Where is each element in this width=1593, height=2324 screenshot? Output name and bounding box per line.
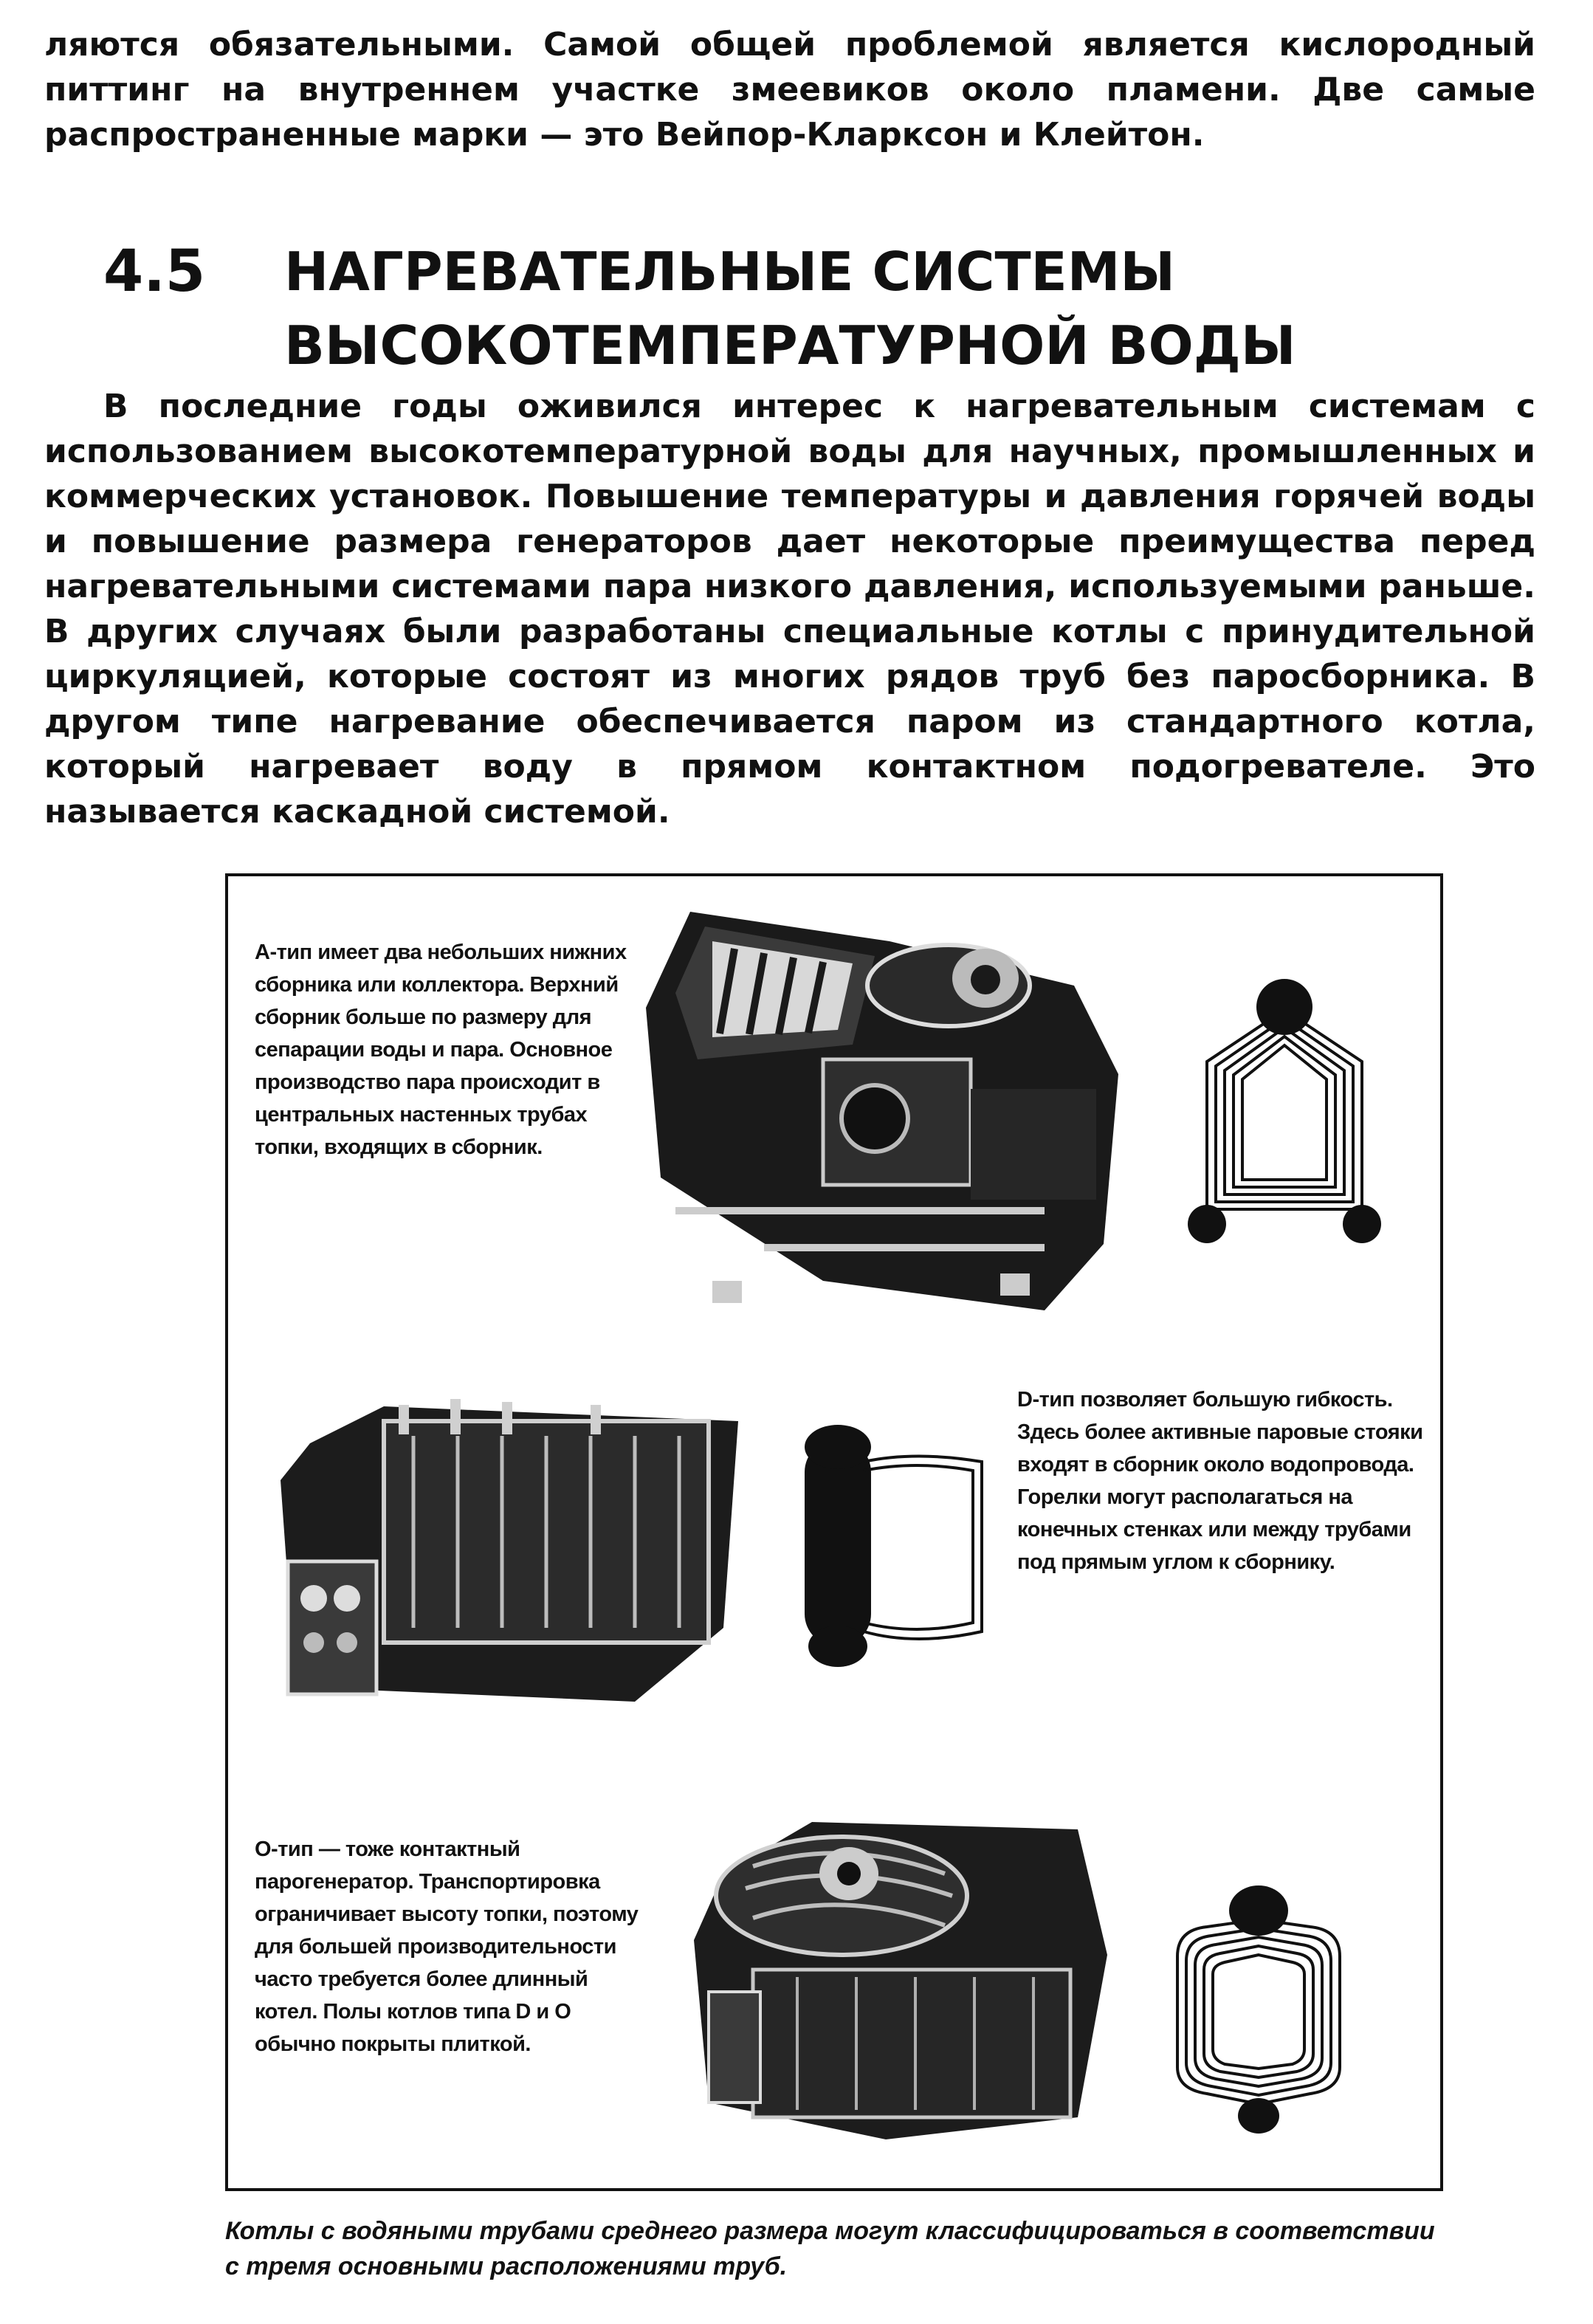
body-paragraph: В последние годы оживился интерес к нагревательным системам с использованием высокотемпературной воды для научных, промышленных и коммерческих установок. Повышение температуры и давления горячей воды и повышение размера генераторов дает некоторые преимущества перед нагревательными системами пара низкого давления, используемыми раньше. В других случаях были разработаны специальные котлы с принудительной циркуляцией, которые состоят из многих рядов труб без паросборника. В другом типе нагревание обеспечивается паром из стандартного котла, который нагревает воду в прямом контактном подогревателе. Это называется каскадной системой. bbox=[44, 388, 1535, 831]
o-type-tube-diagram bbox=[1148, 1875, 1369, 2148]
section-title-line-2: ВЫСОКОТЕМПЕРАТУРНОЙ ВОДЫ bbox=[284, 314, 1296, 377]
d-type-description: D-тип позволяет большую гибкость. Здесь более активные паровые стояки входят в сборник около водопровода. Горелки могут располагаться на конечных стенках или между трубами под прямым углом к сборнику. bbox=[1017, 1388, 1423, 1574]
section-title bbox=[284, 235, 1391, 382]
d-type-boiler-photo bbox=[266, 1392, 746, 1716]
a-type-boiler-photo bbox=[631, 897, 1133, 1325]
a-type-tube-diagram bbox=[1177, 973, 1391, 1254]
section-title-line-1: НАГРЕВАТЕЛЬНЫЕ СИСТЕМЫ bbox=[284, 241, 1175, 303]
figure-caption: Котлы с водяными трубами среднего размера могут классифицироваться в соответствии с тремя основными расположениями труб. bbox=[225, 2217, 1435, 2280]
d-type-tube-diagram bbox=[782, 1410, 1004, 1676]
a-type-description: А-тип имеет два небольших нижних сборника или коллектора. Верхний сборник больше по размеру для сепарации воды и пара. Основное производство пара происходит в центральных настенных трубах топки, входящих в сборник. bbox=[255, 941, 627, 1159]
intro-paragraph: ляются обязательными. Самой общей проблемой является кислородный питтинг на внутреннем участке змеевиков около пламени. Две самые распространенные марки — это Вейпор-Кларксон и Клейтон. bbox=[44, 26, 1535, 154]
o-type-description: О-тип — тоже контактный парогенератор. Транспортировка ограничивает высоту топки, поэтому для большей производительности часто требуется более длинный котел. Полы котлов типа D и O обычно покрыты плиткой. bbox=[255, 1837, 639, 2056]
section-number: 4.5 bbox=[103, 238, 206, 305]
o-type-boiler-photo bbox=[664, 1807, 1122, 2147]
